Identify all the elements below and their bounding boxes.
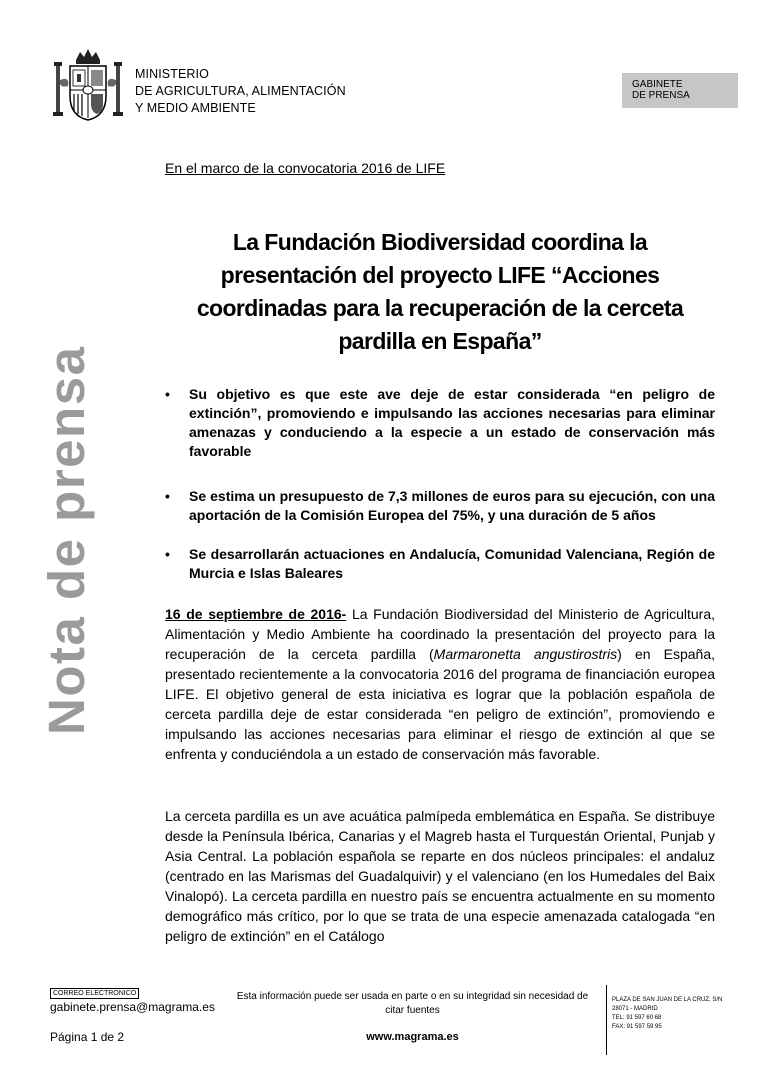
bullet-icon: • <box>165 488 170 504</box>
press-date: 16 de septiembre de 2016- <box>165 606 347 622</box>
gabinete-line: GABINETE <box>632 79 683 90</box>
species-name: Marmaronetta angustirostris <box>433 646 618 662</box>
bullet-text: Su objetivo es que este ave deje de estar considerada “en peligro de extinción”, promoviendo e impulsando las acciones necesarias para eliminar amenazas y conduciendo a la especie a un estado de conservación más favorable <box>189 386 715 459</box>
gabinete-line: DE PRENSA <box>632 90 690 101</box>
headline-line: presentación del proyecto LIFE “Acciones <box>220 262 660 288</box>
bullet-icon: • <box>165 386 170 402</box>
subtitle: En el marco de la convocatoria 2016 de LIFE <box>165 160 446 176</box>
bullet-text: Se estima un presupuesto de 7,3 millones de euros para su ejecución, con una aportación de la Comisión Europea del 75%, y una duración de 5 años <box>189 488 715 523</box>
address-line: TEL: 91 597 60 68 <box>612 1015 662 1021</box>
address-line: FAX: 91 597 59 95 <box>612 1024 662 1030</box>
email-address[interactable]: gabinete.prensa@magrama.es <box>50 1000 215 1014</box>
paragraph-text: ) en España, presentado recientemente a la convocatoria 2016 del programa de financiación europea LIFE. El objetivo general de esta iniciativa es lograr que la población española de cerceta pardilla deje de estar considerada “en peligro de extinción”, promoviendo e impulsando las acciones necesarias para eliminar el riesgo de extinción al que se enfrenta y conduciéndola a un estado de conservación más favorable. <box>165 646 715 762</box>
paragraph-text: La Fundación Biodiversidad del Ministerio de Agricultura, Alimentación y Medio Ambiente ha coordinado la presentación del proyecto para la recuperación de la cerceta pardilla ( <box>165 606 716 662</box>
coat-of-arms-logo <box>50 46 126 124</box>
body-paragraph: La cerceta pardilla es un ave acuática palmípeda emblemática en España. Se distribuye desde la Península Ibérica, Canarias y el Magreb hasta el Turquestán Oriental, Punjab y Asia Central. La población española se reparte en dos núcleos principales: el andaluz (centrado en las Marismas del Guadalquivir) y el valenciano (en los Humedales del Baix Vinalopó). La cerceta pardilla en nuestro país se encuentra actualmente en su momento demográfico más crítico, por lo que se trata de una especie amenazada catalogada “en peligro de extinción” en el Catálogo <box>165 808 715 944</box>
email-label: CORREO ELECTRÓNICO <box>50 988 139 999</box>
bullet-icon: • <box>165 546 170 562</box>
bullet-item <box>165 487 715 525</box>
ministry-name <box>135 66 346 117</box>
footer-divider <box>606 985 607 1055</box>
bullet-text: Se desarrollarán actuaciones en Andalucía, Comunidad Valenciana, Región de Murcia e Islas Baleares <box>189 546 715 581</box>
bullet-item <box>165 385 715 461</box>
gabinete-box <box>622 73 738 108</box>
ministry-line: MINISTERIO <box>135 67 209 81</box>
headline <box>165 226 715 358</box>
website-link[interactable]: www.magrama.es <box>366 1031 459 1043</box>
ministry-line: Y MEDIO AMBIENTE <box>135 101 256 115</box>
ministry-line: DE AGRICULTURA, ALIMENTACIÓN <box>135 84 346 98</box>
body-paragraph <box>165 604 715 764</box>
address-block <box>612 996 722 1032</box>
page-number: Página 1 de 2 <box>50 1030 125 1044</box>
bullet-item <box>165 545 715 583</box>
address-line: 28071 - MADRID <box>612 1006 658 1012</box>
headline-line: coordinadas para la recuperación de la cerceta <box>196 295 684 321</box>
headline-line: pardilla en España” <box>338 328 542 354</box>
address-line: PLAZA DE SAN JUAN DE LA CRUZ, S/N <box>612 997 723 1003</box>
usage-disclaimer: Esta información puede ser usada en parte o en su integridad sin necesidad de citar fuentes <box>236 991 589 1016</box>
side-label: Nota de prensa <box>38 345 95 735</box>
headline-line: La Fundación Biodiversidad coordina la <box>232 229 648 255</box>
